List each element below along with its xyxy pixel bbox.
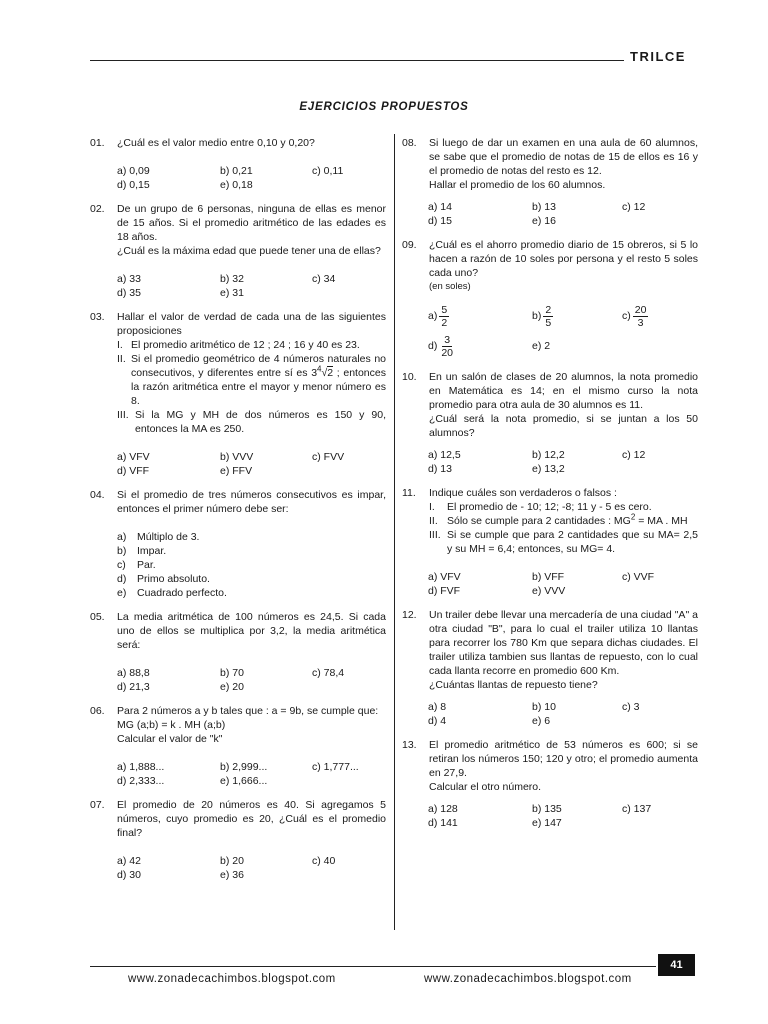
option-a: a) 12,5 bbox=[428, 449, 461, 461]
option-letter: a) bbox=[428, 310, 438, 322]
question-number: 10. bbox=[402, 371, 417, 383]
numerator: 20 bbox=[634, 303, 647, 316]
radical-coefficient: 3 bbox=[311, 367, 318, 379]
proposition-label: II. bbox=[117, 353, 126, 365]
question-11 bbox=[402, 486, 698, 598]
answer-options bbox=[428, 802, 698, 830]
proposition-list bbox=[429, 500, 698, 556]
question-number: 13. bbox=[402, 739, 417, 751]
question-subtext: Hallar el promedio de los 60 alumnos. bbox=[429, 179, 606, 191]
question-text: Hallar el valor de verdad de cada una de las siguientes proposiciones bbox=[117, 311, 386, 337]
proposition-text: Si la MG y MH de dos números es 150 y 90, entonces la MA es 250. bbox=[135, 409, 386, 435]
question-number: 11. bbox=[402, 487, 416, 499]
numerator: 5 bbox=[441, 303, 448, 316]
option-d: d) 4 bbox=[428, 715, 447, 727]
option-b: b) VFF bbox=[532, 571, 565, 583]
option-letter: a) bbox=[117, 531, 127, 543]
option-a bbox=[428, 302, 532, 330]
left-column bbox=[90, 136, 386, 892]
question-12 bbox=[402, 608, 698, 728]
answer-options bbox=[117, 272, 386, 300]
option-c: c) 1,777... bbox=[312, 761, 359, 773]
question-07 bbox=[90, 798, 386, 882]
question-number: 09. bbox=[402, 239, 417, 251]
numerator: 3 bbox=[444, 333, 451, 346]
option-letter: d) bbox=[428, 340, 438, 352]
question-text: De un grupo de 6 personas, ninguna de ellas es menor de 15 años. Si el promedio aritmético de las edades es 18 años. bbox=[117, 203, 386, 243]
option-a: Múltiplo de 3. bbox=[137, 531, 200, 543]
option-c: c) 3 bbox=[622, 701, 640, 713]
answer-options bbox=[117, 760, 386, 788]
option-d: d) 35 bbox=[117, 287, 141, 299]
option-e: e) 2 bbox=[532, 340, 551, 352]
option-e: e) 1,666... bbox=[220, 775, 268, 787]
answer-options bbox=[117, 164, 386, 192]
fraction bbox=[543, 304, 553, 329]
question-text: ¿Cuál es el ahorro promedio diario de 15 obreros, si 5 lo hacen a razón de 10 soles por persona y el resto 5 soles cada uno? bbox=[429, 239, 698, 279]
option-a: a) 42 bbox=[117, 855, 141, 867]
proposition-text-b: = MA . MH bbox=[635, 515, 688, 527]
option-letter: b) bbox=[117, 545, 127, 557]
question-08 bbox=[402, 136, 698, 228]
option-a: a) 14 bbox=[428, 201, 452, 213]
option-e: e) VVV bbox=[532, 585, 566, 597]
answer-options bbox=[428, 448, 698, 476]
option-d: d) 15 bbox=[428, 215, 452, 227]
option-c: c) 137 bbox=[622, 803, 652, 815]
option-e: e) 20 bbox=[220, 681, 244, 693]
question-text: La media aritmética de 100 números es 24,5. Si cada uno de ellos se multiplica por 3,2, la media aritmética será: bbox=[117, 611, 386, 651]
question-text: El promedio de 20 números es 40. Si agregamos 5 números, cuyo promedio es 20, ¿Cuál es el promedio final? bbox=[117, 799, 386, 839]
option-d: d) 0,15 bbox=[117, 179, 150, 191]
option-b: b) 13 bbox=[532, 201, 556, 213]
answer-options bbox=[428, 570, 698, 598]
proposition-text-a: Si el promedio geométrico de 4 números naturales no consecutivos, y diferentes entre sí es bbox=[131, 353, 386, 379]
option-c: c) 12 bbox=[622, 201, 646, 213]
option-b bbox=[532, 302, 622, 330]
column-divider bbox=[394, 134, 395, 930]
question-formula: MG (a;b) = k . MH (a;b) bbox=[117, 719, 226, 731]
question-number: 07. bbox=[90, 799, 105, 811]
question-text: ¿Cuál es el valor medio entre 0,10 y 0,20? bbox=[117, 137, 315, 149]
option-e: e) 6 bbox=[532, 715, 551, 727]
question-number: 04. bbox=[90, 489, 105, 501]
question-01 bbox=[90, 136, 386, 192]
option-d: d) 13 bbox=[428, 463, 452, 475]
question-number: 08. bbox=[402, 137, 417, 149]
option-e: e) 16 bbox=[532, 215, 556, 227]
answer-options bbox=[428, 200, 698, 228]
option-b: Impar. bbox=[137, 545, 167, 557]
question-text: Si el promedio de tres números consecutivos es impar, entonces el primer número debe ser: bbox=[117, 489, 386, 515]
question-number: 02. bbox=[90, 203, 105, 215]
option-b: b) 20 bbox=[220, 855, 244, 867]
option-d: d) FVF bbox=[428, 585, 461, 597]
question-03 bbox=[90, 310, 386, 478]
option-b: b) 10 bbox=[532, 701, 556, 713]
option-c: c) 78,4 bbox=[312, 667, 345, 679]
option-b: b) 2,999... bbox=[220, 761, 268, 773]
option-b: b) 12,2 bbox=[532, 449, 565, 461]
option-b: b) 135 bbox=[532, 803, 562, 815]
question-subtext: Calcular el valor de "k" bbox=[117, 733, 223, 745]
option-a: a) 0,09 bbox=[117, 165, 150, 177]
header-rule bbox=[90, 60, 624, 61]
question-number: 01. bbox=[90, 137, 105, 149]
denominator: 20 bbox=[441, 346, 454, 359]
answer-options bbox=[117, 530, 386, 600]
footer-link-right[interactable]: www.zonadecachimbos.blogspot.com bbox=[424, 973, 632, 985]
option-e: e) 0,18 bbox=[220, 179, 253, 191]
fraction bbox=[439, 334, 455, 359]
brand-title: TRILCE bbox=[630, 49, 686, 64]
answer-options bbox=[117, 450, 386, 478]
question-subtext: Calcular el otro número. bbox=[429, 781, 542, 793]
question-10 bbox=[402, 370, 698, 476]
question-02 bbox=[90, 202, 386, 300]
fraction bbox=[633, 304, 649, 329]
question-06 bbox=[90, 704, 386, 788]
proposition-label: III. bbox=[429, 529, 441, 541]
question-05 bbox=[90, 610, 386, 694]
option-d: d) 141 bbox=[428, 817, 458, 829]
footer-rule bbox=[90, 966, 656, 967]
option-e: e) 147 bbox=[532, 817, 562, 829]
option-d: d) 2,333... bbox=[117, 775, 165, 787]
option-d: d) VFF bbox=[117, 465, 150, 477]
option-a: a) 88,8 bbox=[117, 667, 150, 679]
question-subtext: ¿Cuántas llantas de repuesto tiene? bbox=[429, 679, 598, 691]
question-subtext: ¿Cuál es la máxima edad que puede tener una de ellas? bbox=[117, 245, 381, 257]
proposition-text: Si se cumple que para 2 cantidades que su MA= 2,5 y su MH = 6,4; entonces, su MG= 4. bbox=[447, 529, 698, 555]
option-e: e) FFV bbox=[220, 465, 253, 477]
option-a: a) VFV bbox=[117, 451, 150, 463]
option-c bbox=[622, 302, 698, 330]
question-text: Indique cuáles son verdaderos o falsos : bbox=[429, 487, 617, 499]
option-c: Par. bbox=[137, 559, 156, 571]
proposition-label: I. bbox=[429, 501, 435, 513]
option-c: c) 12 bbox=[622, 449, 646, 461]
option-c: c) FVV bbox=[312, 451, 345, 463]
radicand: 2 bbox=[327, 367, 334, 379]
denominator: 3 bbox=[637, 316, 644, 329]
proposition-text: El promedio aritmético de 12 ; 24 ; 16 y 40 es 23. bbox=[131, 339, 360, 351]
proposition-text bbox=[131, 352, 386, 408]
proposition-label: II. bbox=[429, 515, 438, 527]
answer-options bbox=[428, 302, 698, 360]
option-c: c) VVF bbox=[622, 571, 655, 583]
question-text: En un salón de clases de 20 alumnos, la nota promedio en Matemática es 14; en el mismo curso la nota promedio para otra aula de 30 alumnos es 11. bbox=[429, 371, 698, 411]
option-b: b) 70 bbox=[220, 667, 244, 679]
question-subtext: ¿Cuál será la nota promedio, si se juntan a los 50 alumnos? bbox=[429, 413, 698, 439]
radical-index: 4 bbox=[317, 364, 322, 374]
exponent: 2 bbox=[630, 512, 636, 522]
option-a: a) 128 bbox=[428, 803, 458, 815]
option-d: Primo absoluto. bbox=[137, 573, 210, 585]
proposition-list bbox=[117, 338, 386, 436]
numerator: 2 bbox=[545, 303, 552, 316]
answer-options bbox=[117, 854, 386, 882]
option-b: b) VVV bbox=[220, 451, 254, 463]
question-09 bbox=[402, 238, 698, 360]
option-a: a) 8 bbox=[428, 701, 447, 713]
question-text: Para 2 números a y b tales que : a = 9b, se cumple que: bbox=[117, 705, 379, 717]
option-b: b) 0,21 bbox=[220, 165, 253, 177]
option-e: e) 36 bbox=[220, 869, 244, 881]
radical-expression bbox=[311, 364, 334, 379]
option-d: d) 21,3 bbox=[117, 681, 150, 693]
option-c: c) 40 bbox=[312, 855, 336, 867]
question-number: 03. bbox=[90, 311, 105, 323]
question-text: Un trailer debe llevar una mercadería de una ciudad "A" a otra ciudad "B", para lo cual el trailer utiliza 10 llantas para recorrer los 780 Km que separa dichas ciudades. El trailer utiliza tambien sus llantas de repuesto, con lo cual cada llanta recorre en promedio 600 Km. bbox=[429, 609, 698, 677]
option-a: a) 1,888... bbox=[117, 761, 165, 773]
proposition-label: I. bbox=[117, 339, 123, 351]
answer-options bbox=[117, 666, 386, 694]
option-d bbox=[428, 332, 532, 360]
option-a: a) VFV bbox=[428, 571, 461, 583]
option-letter: b) bbox=[532, 310, 542, 322]
question-number: 06. bbox=[90, 705, 105, 717]
proposition-text: El promedio de - 10; 12; -8; 11 y - 5 es cero. bbox=[447, 501, 652, 513]
option-e: e) 31 bbox=[220, 287, 244, 299]
option-c: c) 0,11 bbox=[312, 165, 344, 177]
proposition-text-b: ; entonces la razón aritmética entre el mayor y menor número es 8. bbox=[131, 367, 386, 407]
proposition-text bbox=[447, 514, 698, 528]
option-b: b) 32 bbox=[220, 273, 244, 285]
option-a: a) 33 bbox=[117, 273, 141, 285]
question-unit-note: (en soles) bbox=[429, 281, 471, 292]
denominator: 5 bbox=[545, 316, 552, 329]
question-13 bbox=[402, 738, 698, 830]
question-text: El promedio aritmético de 53 números es 600; si se retiran los números 150; 120 y otro; el promedio aumenta en 27,9. bbox=[429, 739, 698, 779]
question-number: 05. bbox=[90, 611, 105, 623]
radical-sign-icon: √ bbox=[321, 367, 328, 379]
option-c: c) 34 bbox=[312, 273, 336, 285]
question-04 bbox=[90, 488, 386, 600]
option-letter: c) bbox=[622, 310, 631, 322]
denominator: 2 bbox=[441, 316, 448, 329]
option-e: Cuadrado perfecto. bbox=[137, 587, 227, 599]
proposition-label: III. bbox=[117, 409, 129, 421]
option-d: d) 30 bbox=[117, 869, 141, 881]
page-number: 41 bbox=[658, 954, 695, 976]
option-letter: e) bbox=[117, 587, 127, 599]
answer-options bbox=[428, 700, 698, 728]
question-number: 12. bbox=[402, 609, 417, 621]
right-column bbox=[402, 136, 698, 840]
section-title: EJERCICIOS PROPUESTOS bbox=[299, 101, 469, 113]
footer-link-left[interactable]: www.zonadecachimbos.blogspot.com bbox=[128, 973, 336, 985]
option-letter: c) bbox=[117, 559, 126, 571]
option-letter: d) bbox=[117, 573, 127, 585]
proposition-text-a: Sólo se cumple para 2 cantidades : MG bbox=[447, 515, 631, 527]
question-text: Si luego de dar un examen en una aula de 60 alumnos, se sabe que el promedio de notas de 15 de ellos es 16 y el promedio de notas del resto es 12. bbox=[429, 137, 698, 177]
option-e: e) 13,2 bbox=[532, 463, 565, 475]
fraction bbox=[439, 304, 449, 329]
